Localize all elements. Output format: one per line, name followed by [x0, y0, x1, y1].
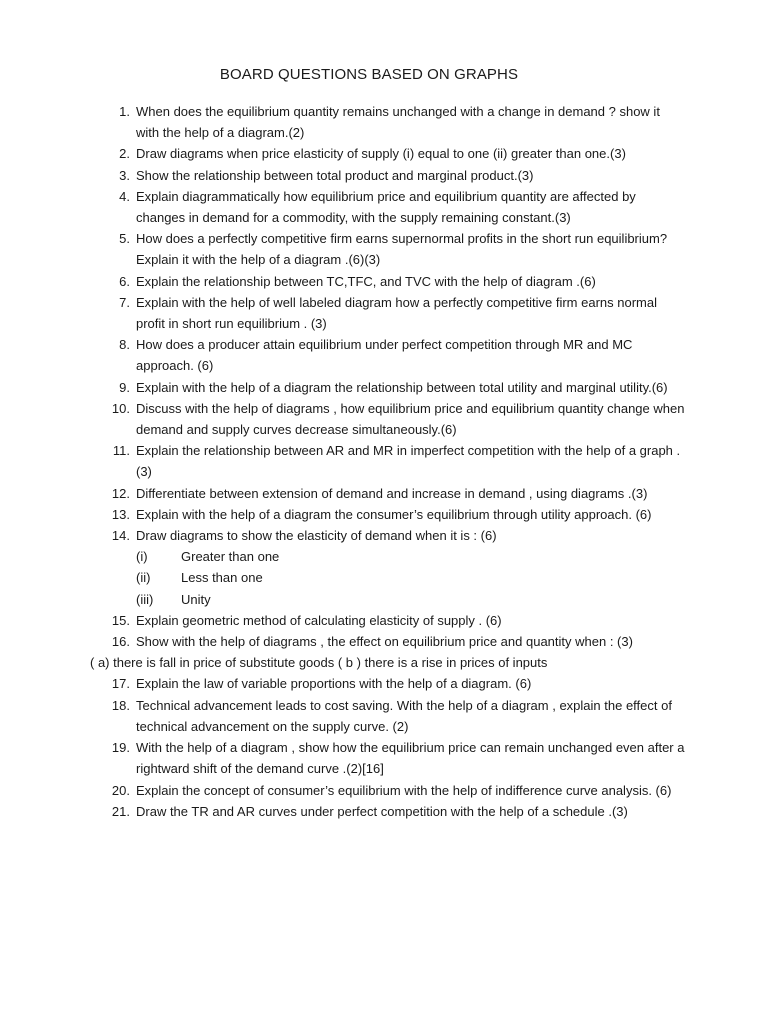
list-item-number: 9. — [119, 379, 130, 395]
list-item-text: Explain with the help of well labeled diagram how a perfectly competitive firm earns normal profit in short run equilibrium . (3) — [136, 294, 657, 332]
list-item — [0, 801, 768, 822]
list-item — [0, 165, 768, 186]
list-item-text: Explain diagrammatically how equilibrium price and equilibrium quantity are affected by changes in demand for a commodity, with the supply remaining constant.(3) — [136, 188, 636, 226]
sub-list-item — [0, 567, 768, 588]
list-item-text: Explain the concept of consumer’s equilibrium with the help of indifference curve analysis. (6) — [136, 782, 672, 798]
list-item-number: 13. — [111, 506, 130, 522]
question-16-continuation: ( a) there is fall in price of substitute goods ( b ) there is a rise in prices of inputs — [90, 655, 548, 671]
list-item-text: How does a perfectly competitive firm earns supernormal profits in the short run equilibrium? Explain it with the help of a diagram .(6)(3) — [136, 231, 668, 268]
list-item-number: 20. — [111, 782, 130, 798]
list-item — [0, 610, 768, 631]
list-item — [0, 737, 768, 779]
list-item-number: 8. — [119, 337, 130, 353]
list-item — [0, 228, 768, 270]
list-item — [0, 440, 768, 482]
list-item — [0, 292, 768, 334]
list-item — [0, 334, 768, 376]
list-item-text: Explain geometric method of calculating elasticity of supply . (6) — [136, 612, 502, 628]
question-list — [0, 101, 768, 822]
list-item-text: Draw diagrams to show the elasticity of demand when it is : (6) — [136, 528, 497, 544]
list-item-text: Technical advancement leads to cost saving. With the help of a diagram , explain the effect of technical advancement on the supply curve. (2) — [136, 697, 672, 734]
list-item — [0, 186, 768, 228]
list-item-number: 12. — [111, 485, 130, 501]
list-item — [0, 780, 768, 801]
list-item-text: Draw diagrams when price elasticity of supply (i) equal to one (ii) greater than one.(3) — [136, 146, 626, 162]
list-item-text: Show with the help of diagrams , the effect on equilibrium price and quantity when : (3) — [136, 634, 633, 650]
list-item-text: How does a producer attain equilibrium under perfect competition through MR and MC approach. (6) — [136, 337, 633, 374]
list-item — [0, 631, 768, 652]
list-item — [0, 673, 768, 694]
page-title: BOARD QUESTIONS BASED ON GRAPHS — [219, 66, 519, 83]
list-item-number: 10. — [111, 400, 130, 416]
list-item-text: When does the equilibrium quantity remains unchanged with a change in demand ? show it with the help of a diagram.(2) — [136, 104, 660, 141]
list-item-number: 21. — [111, 803, 130, 819]
sub-list-item-number: (i) — [136, 549, 148, 565]
list-item-text: Explain the relationship between AR and MR in imperfect competition with the help of a graph .(3) — [136, 443, 681, 480]
list-item — [0, 504, 768, 525]
list-item — [0, 101, 768, 143]
list-item-number: 2. — [119, 146, 130, 162]
list-item — [0, 695, 768, 737]
list-item — [0, 271, 768, 292]
list-item-text: Explain with the help of a diagram the relationship between total utility and marginal utility.(6) — [136, 379, 668, 395]
list-item-number: 7. — [119, 294, 130, 310]
list-item — [0, 525, 768, 546]
list-item-text: Differentiate between extension of demand and increase in demand , using diagrams .(3) — [136, 485, 648, 501]
list-item-number: 3. — [119, 167, 130, 183]
list-item-number: 18. — [111, 697, 130, 713]
list-item-number: 16. — [111, 634, 130, 650]
list-item-number: 11. — [112, 443, 130, 459]
list-item-text: Discuss with the help of diagrams , how equilibrium price and equilibrium quantity change when demand and supply curves decrease simultaneously.(6) — [136, 400, 685, 438]
sub-list-item-number: (iii) — [136, 591, 154, 607]
list-item-number: 15. — [111, 612, 130, 628]
sub-list-item-number: (ii) — [136, 570, 151, 586]
list-item — [0, 398, 768, 440]
sub-list-item-text: Unity — [181, 591, 211, 607]
sub-list-item-text: Less than one — [181, 570, 263, 586]
list-item-number: 5. — [119, 231, 130, 247]
sub-list-item — [0, 589, 768, 610]
list-item-text: Explain the law of variable proportions with the help of a diagram. (6) — [136, 676, 532, 692]
sub-list-item — [0, 546, 768, 567]
sub-list-item-text: Greater than one — [181, 549, 280, 565]
list-item-number: 14. — [111, 528, 130, 544]
list-item-number: 1. — [119, 104, 130, 119]
list-item-number: 6. — [119, 273, 130, 289]
list-item-text: Explain with the help of a diagram the consumer’s equilibrium through utility approach. (6) — [136, 506, 652, 522]
list-item-text: Draw the TR and AR curves under perfect competition with the help of a schedule .(3) — [136, 803, 628, 819]
list-item-text: Show the relationship between total product and marginal product.(3) — [136, 167, 534, 183]
list-item — [0, 377, 768, 398]
list-item — [0, 483, 768, 504]
list-item — [0, 143, 768, 164]
list-item-text: Explain the relationship between TC,TFC, and TVC with the help of diagram .(6) — [136, 273, 596, 289]
list-item-number: 19. — [111, 740, 130, 756]
list-item-number: 4. — [119, 188, 130, 204]
list-item-text: With the help of a diagram , show how the equilibrium price can remain unchanged even after a rightward shift of the demand curve .(2)[16] — [136, 740, 685, 777]
list-item-number: 17. — [111, 676, 130, 692]
